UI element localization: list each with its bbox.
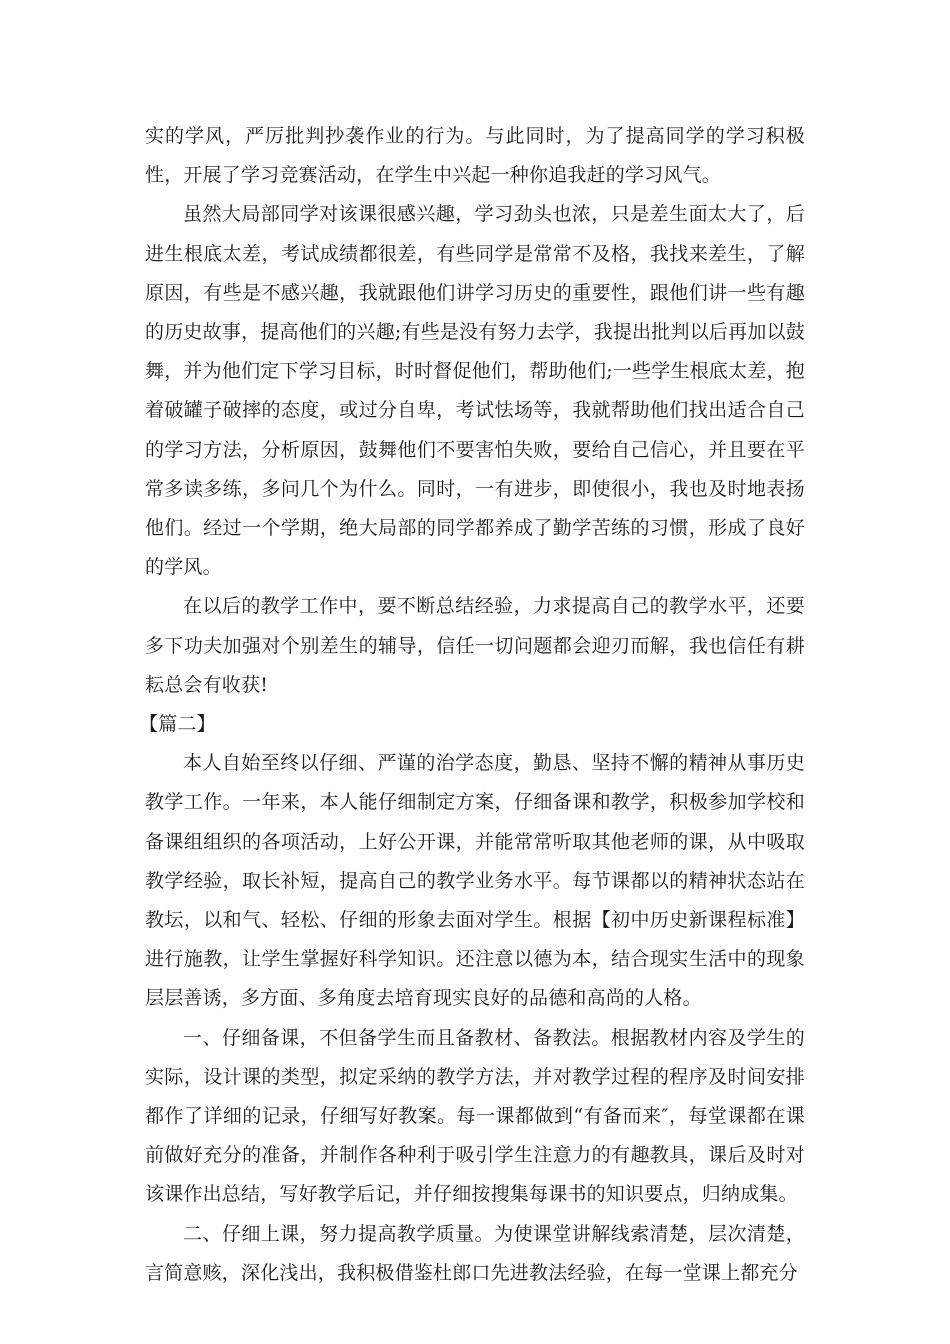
- section-heading: 【篇二】: [139, 713, 216, 736]
- paragraph: 本人自始至终以仔细、严谨的治学态度，勤恳、坚持不懈的精神从事历史教学工作。一年来，本人能仔细制定方案，仔细备课和教学，积极参加学校和备课组组织的各项活动，上好公开课，并能常常听取其他老师的课，从中吸取教学经验，取长补短，提高自己的教学业务水平。每节课都以的精神状态站在教坛，以和气、轻松、仔细的形象去面对学生。根据【初中历史新课程标准】进行施教，让学生掌握好科学知识。还注意以德为本，结合现实生活中的现象层层善诱，多方面、多角度去培育现实良好的品德和高尚的人格。: [145, 752, 805, 1010]
- paragraph: 一、仔细备课，不但备学生而且备教材、备教法。根据教材内容及学生的实际，设计课的类型，拟定采纳的教学方法，并对教学过程的程序及时间安排都作了详细的记录，仔细写好教案。每一课都做到“有备而来″，每堂课都在课前做好充分的准备，并制作各种利于吸引学生注意力的有趣教具，课后及时对该课作出总结，写好教学后记，并仔细按搜集每课书的知识要点，归纳成集。: [145, 1026, 805, 1206]
- paragraph: 在以后的教学工作中，要不断总结经验，力求提高自己的教学水平，还要多下功夫加强对个别差生的辅导，信任一切问题都会迎刃而解，我也信任有耕耘总会有收获!: [145, 595, 805, 696]
- document-body: [139, 117, 805, 1293]
- paragraph: 二、仔细上课，努力提高教学质量。为使课堂讲解线索清楚，层次清楚，言简意赅，深化浅出，我积极借鉴杜郎口先进教法经验，在每一堂课上都充分: [145, 1222, 805, 1284]
- paragraph: 实的学风，严厉批判抄袭作业的行为。与此同时，为了提高同学的学习积极性，开展了学习竞赛活动，在学生中兴起一种你追我赶的学习风气。: [145, 125, 805, 187]
- paragraph: 虽然大局部同学对该课很感兴趣，学习劲头也浓，只是差生面太大了，后进生根底太差，考试成绩都很差，有些同学是常常不及格，我找来差生，了解原因，有些是不感兴趣，我就跟他们讲学习历史的重要性，跟他们讲一些有趣的历史故事，提高他们的兴趣;有些是没有努力去学，我提出批判以后再加以鼓舞，并为他们定下学习目标，时时督促他们，帮助他们;一些学生根底太差，抱着破罐子破摔的态度，或过分自卑，考试怯场等，我就帮助他们找出适合自己的学习方法，分析原因，鼓舞他们不要害怕失败，要给自己信心，并且要在平常多读多练，多问几个为什么。同时，一有进步，即使很小，我也及时地表扬他们。经过一个学期，绝大局部的同学都养成了勤学苦练的习惯，形成了良好的学风。: [145, 203, 805, 579]
